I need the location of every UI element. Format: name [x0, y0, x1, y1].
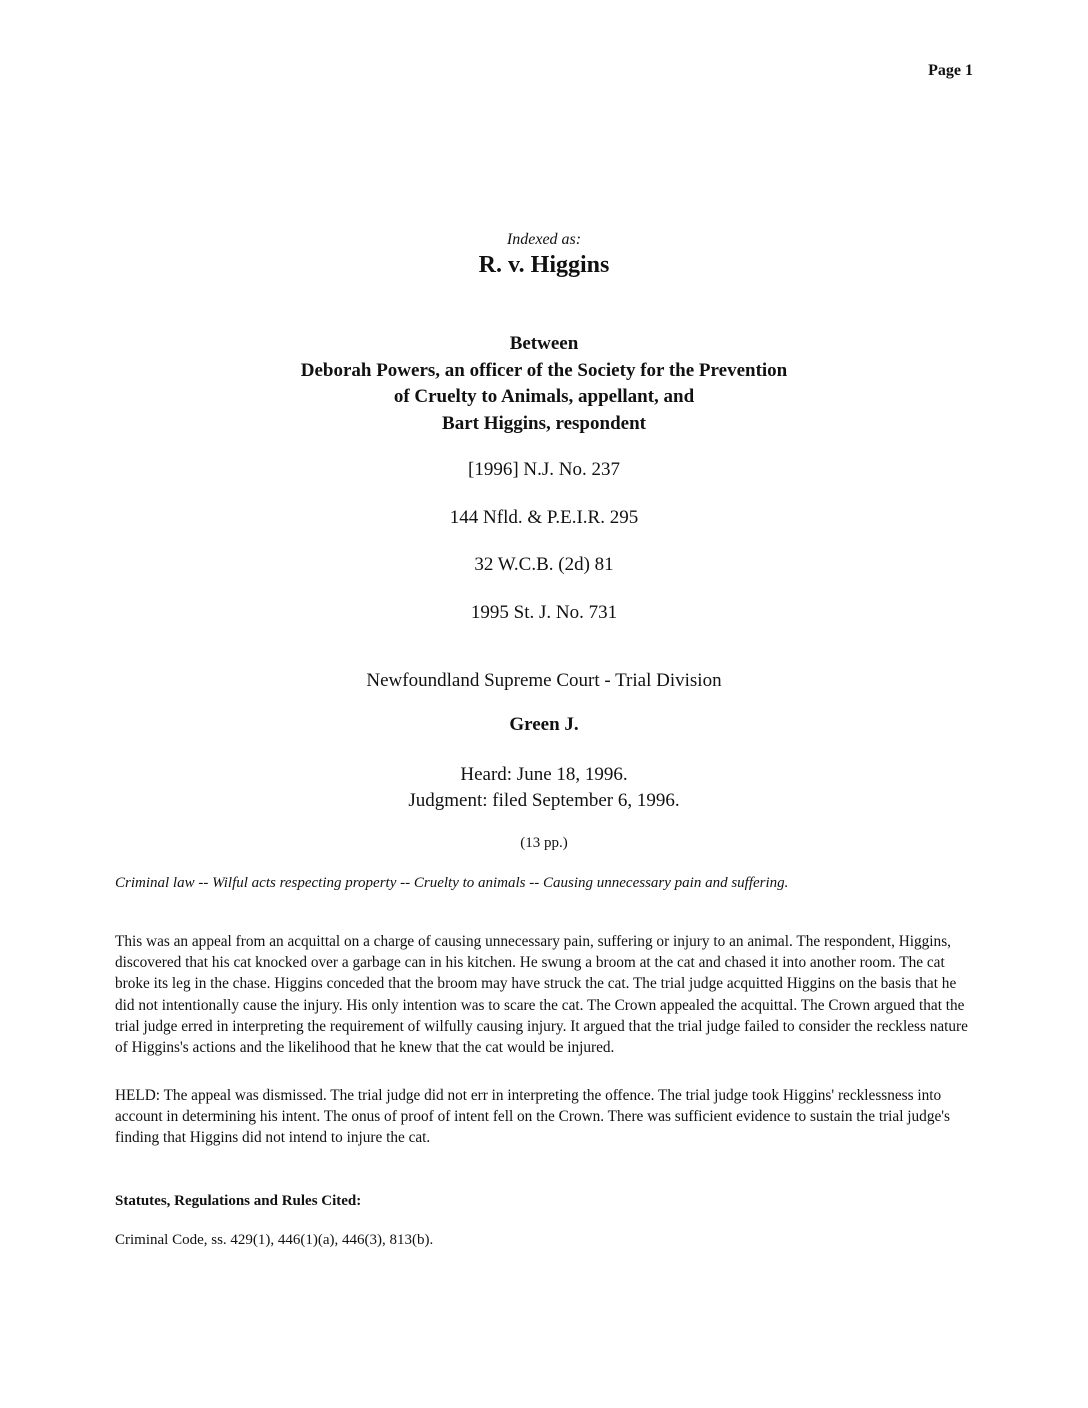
parties-line-3: Bart Higgins, respondent [442, 412, 646, 434]
citation: 144 Nfld. & P.E.I.R. 295 [449, 507, 639, 528]
catchwords: Criminal law -- Wilful acts respecting property -- Cruelty to animals -- Causing unnecessary pain and suffering. [115, 875, 789, 891]
case-summary: This was an appeal from an acquittal on a charge of causing unnecessary pain, suffering or injury to an animal. The respondent, Higgins, discovered that his cat knocked over a garbage can in his kitchen. He swung a broom at the cat and chased it into another room. The cat broke its leg in the chase. Higgins conceded that the broom may have struck the cat. The trial judge acquitted Higgins on the basis that he did not intentionally cause the injury. His only intention was to scare the cat. The Crown appealed the acquittal. The Crown argued that the trial judge erred in interpreting the requirement of wilfully causing injury. It argued that the trial judge failed to consider the reckless nature of Higgins's actions and the likelihood that he knew that the cat would be injured. [115, 933, 968, 1057]
parties-line-2: of Cruelty to Animals, appellant, and [393, 386, 695, 407]
page-number: Page 1 [928, 62, 973, 79]
citation: [1996] N.J. No. 237 [468, 459, 620, 480]
page-count: (13 pp.) [520, 835, 568, 851]
parties-line-1: Deborah Powers, an officer of the Society for the Prevention [300, 359, 788, 381]
held-paragraph: HELD: The appeal was dismissed. The trial judge did not err in interpreting the offence. The trial judge took Higgins' recklessness into account in determining his intent. The onus of proof of intent fell on the Crown. There was sufficient evidence to sustain the trial judge's finding that Higgins did not intend to injure the cat. [115, 1087, 950, 1147]
parties-block [0, 331, 1088, 437]
court-name: Newfoundland Supreme Court - Trial Division [366, 670, 722, 691]
citation: 32 W.C.B. (2d) 81 [474, 554, 614, 575]
judge-name: Green J. [509, 714, 579, 735]
judgment-date: Judgment: filed September 6, 1996. [408, 790, 680, 811]
hearing-dates [0, 762, 1088, 814]
indexed-as-label: Indexed as: [506, 231, 582, 248]
heard-date: Heard: June 18, 1996. [460, 764, 628, 785]
citation: 1995 St. J. No. 731 [470, 602, 618, 623]
statutes-cited: Criminal Code, ss. 429(1), 446(1)(a), 446(3), 813(b). [115, 1232, 434, 1248]
statutes-heading: Statutes, Regulations and Rules Cited: [115, 1193, 362, 1209]
parties-between: Between [509, 333, 579, 354]
case-title: R. v. Higgins [478, 252, 610, 278]
